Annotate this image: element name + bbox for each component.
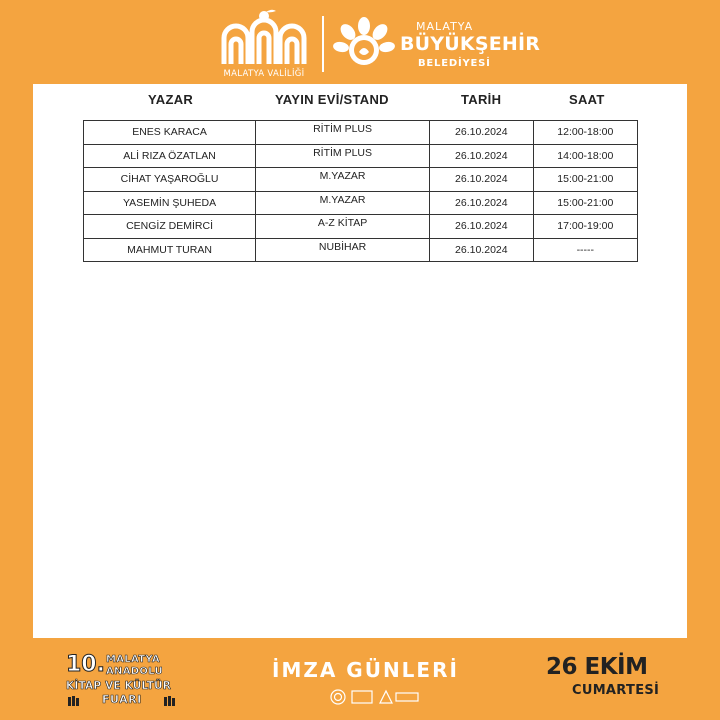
author-cell: YASEMİN ŞUHEDA: [84, 191, 256, 215]
date-cell: 26.10.2024: [430, 121, 534, 145]
author-cell: ENES KARACA: [84, 121, 256, 145]
municipality-city: MALATYA: [416, 20, 474, 33]
publisher-cell: RİTİM PLUS: [256, 121, 430, 145]
author-cell: MAHMUT TURAN: [84, 238, 256, 262]
time-cell: 12:00-18:00: [533, 121, 637, 145]
author-cell: CENGİZ DEMİRCİ: [84, 215, 256, 239]
event-day: CUMARTESİ: [572, 683, 660, 698]
table-row: [84, 144, 638, 168]
author-cell: ALİ RIZA ÖZATLAN: [84, 144, 256, 168]
fair-edition-number: 10.: [66, 652, 105, 677]
time-cell: 15:00-21:00: [533, 191, 637, 215]
header-time: SAAT: [569, 92, 605, 107]
date-cell: 26.10.2024: [430, 144, 534, 168]
sponsor-logos: [330, 687, 420, 707]
publisher-cell: M.YAZAR: [256, 168, 430, 192]
logo-divider: [322, 16, 324, 72]
fair-name: FUARI: [102, 693, 142, 706]
schedule-panel: [33, 84, 687, 638]
date-cell: 26.10.2024: [430, 215, 534, 239]
table-header: [33, 92, 687, 112]
date-cell: 26.10.2024: [430, 168, 534, 192]
header-publisher: YAYIN EVİ/STAND: [275, 92, 389, 107]
table-row: [84, 191, 638, 215]
governorship-caption: MALATYA VALİLİĞİ: [223, 69, 305, 79]
municipality-title: BÜYÜKŞEHİR: [400, 33, 541, 55]
signing-schedule-table: [83, 120, 638, 262]
table-row: [84, 238, 638, 262]
publisher-cell: A-Z KİTAP: [256, 215, 430, 239]
date-cell: 26.10.2024: [430, 191, 534, 215]
author-cell: CİHAT YAŞAROĞLU: [84, 168, 256, 192]
book-fair-logo: [64, 652, 182, 716]
municipality-emblem-icon: [332, 16, 396, 74]
date-cell: 26.10.2024: [430, 238, 534, 262]
municipality-logo: [332, 16, 541, 74]
event-title: İMZA GÜNLERİ: [272, 658, 459, 682]
municipality-subtitle: BELEDİYESİ: [418, 58, 491, 69]
fair-subtitle: KİTAP VE KÜLTÜR: [66, 680, 172, 692]
publisher-cell: RİTİM PLUS: [256, 144, 430, 168]
header-author: YAZAR: [148, 92, 194, 107]
footer: [0, 638, 720, 720]
time-cell: 17:00-19:00: [533, 215, 637, 239]
governorship-arches-icon: [218, 8, 310, 66]
fair-region: ANADOLU: [106, 666, 163, 677]
time-cell: 15:00-21:00: [533, 168, 637, 192]
governorship-logo: [214, 6, 314, 80]
header-date: TARİH: [461, 92, 502, 107]
time-cell: -----: [533, 238, 637, 262]
publisher-cell: M.YAZAR: [256, 191, 430, 215]
time-cell: 14:00-18:00: [533, 144, 637, 168]
table-row: [84, 215, 638, 239]
publisher-cell: NUBİHAR: [256, 238, 430, 262]
fair-city: MALATYA: [106, 654, 160, 665]
table-row: [84, 121, 638, 145]
event-date: 26 EKİM: [546, 654, 648, 680]
header: [0, 0, 720, 84]
table-row: [84, 168, 638, 192]
